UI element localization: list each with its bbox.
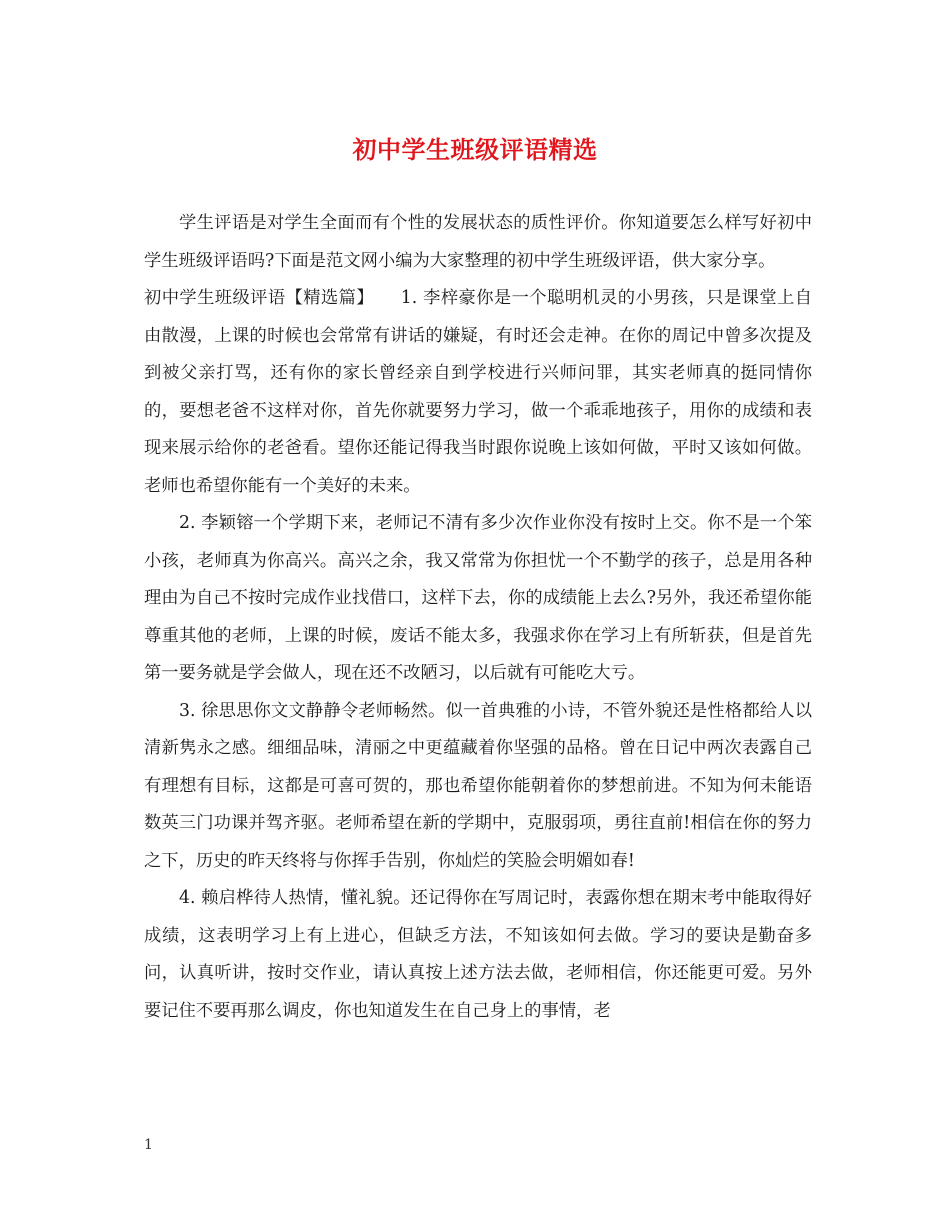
paragraph-comment-1: 初中学生班级评语【精选篇】 1. 李梓豪你是一个聪明机灵的小男孩，只是课堂上自由散漫，上课的时候也会常常有讲话的嫌疑，有时还会走神。在你的周记中曾多次提及到被父亲打骂，还有你的家长曾经亲自到学校进行兴师问罪，其实老师真的挺同情你的，要想老爸不这样对你，首先你就要努力学习，做一个乖乖地孩子，用你的成绩和表现来展示给你的老爸看。望你还能记得我当时跟你说晚上该如何做，平时又该如何做。老师也希望你能有一个美好的未来。 [144, 288, 812, 496]
document-title: 初中学生班级评语精选 [352, 135, 598, 164]
paragraph-intro: 学生评语是对学生全面而有个性的发展状态的质性评价。你知道要怎么样写好初中学生班级评语吗?下面是范文网小编为大家整理的初中学生班级评语，供大家分享。 [144, 213, 812, 271]
page-number: 1 [144, 1137, 153, 1153]
paragraph-comment-4: 4. 赖启桦待人热情，懂礼貌。还记得你在写周记时，表露你想在期末考中能取得好成绩，这表明学习上有上进心，但缺乏方法，不知该如何去做。学习的要诀是勤奋多问，认真听讲，按时交作业，请认真按上述方法去做，老师相信，你还能更可爱。另外要记住不要再那么调皮，你也知道发生在自己身上的事情，老 [144, 888, 812, 1021]
document-body [144, 205, 812, 1030]
paragraph-comment-2: 2. 李颖镕一个学期下来，老师记不清有多少次作业你没有按时上交。你不是一个笨小孩，老师真为你高兴。高兴之余，我又常常为你担忧一个不勤学的孩子，总是用各种理由为自己不按时完成作业找借口，这样下去，你的成绩能上去么?另外，我还希望你能尊重其他的老师，上课的时候，废话不能太多，我强求你在学习上有所斩获，但是首先第一要务就是学会做人，现在还不改陋习，以后就有可能吃大亏。 [144, 513, 812, 683]
paragraph-comment-3: 3. 徐思思你文文静静令老师畅然。似一首典雅的小诗，不管外貌还是性格都给人以清新隽永之感。细细品味，清丽之中更蕴藏着你坚强的品格。曾在日记中两次表露自己有理想有目标，这都是可喜可贺的，那也希望你能朝着你的梦想前进。不知为何未能语数英三门功课并驾齐驱。老师希望在新的学期中，克服弱项，勇往直前!相信在你的努力之下，历史的昨天终将与你挥手告别，你灿烂的笑脸会明媚如春! [144, 700, 812, 871]
